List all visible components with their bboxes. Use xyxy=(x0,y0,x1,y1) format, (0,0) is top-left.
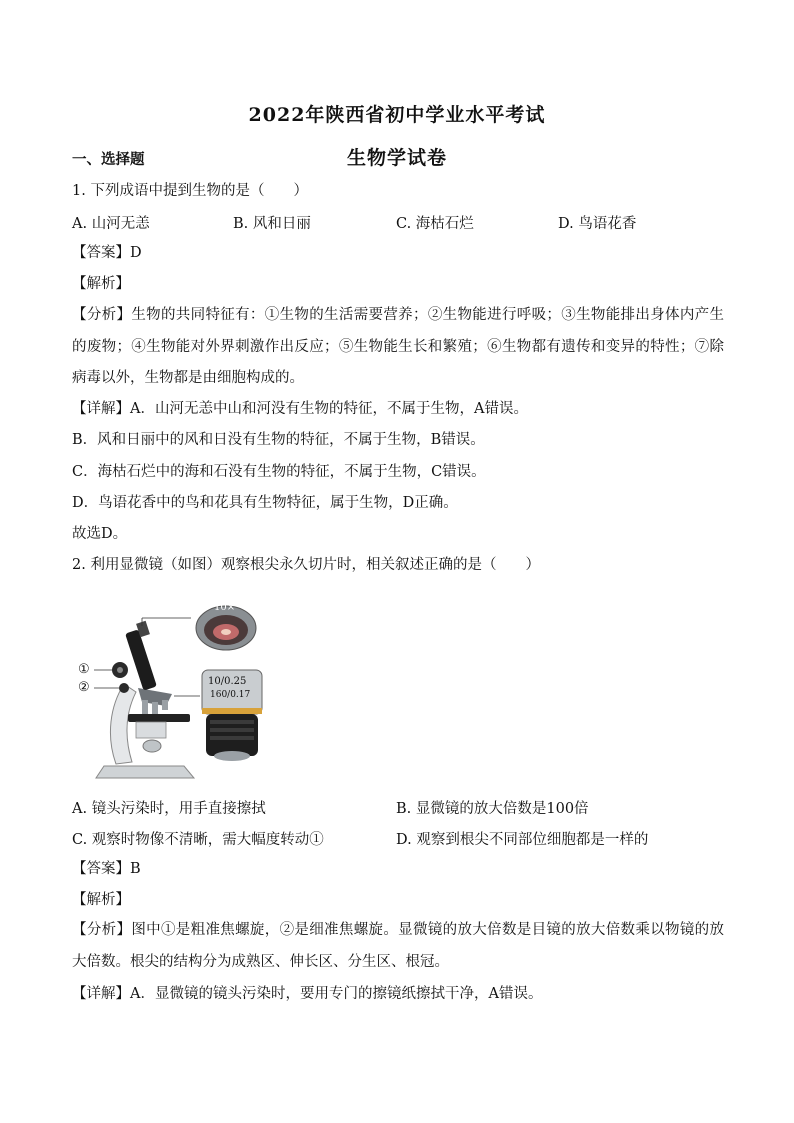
q2-detail-a xyxy=(72,984,732,1004)
q1-detail-a-text: A．山河无恙中山和河没有生物的特征，不属于生物，A错误。 xyxy=(130,401,528,417)
q1-stem: 1. 下列成语中提到生物的是（ ） xyxy=(72,183,308,199)
objective-label-2: 160/0.17 xyxy=(210,690,251,700)
q2-detail-a-text: A．显微镜的镜头污染时，要用专门的擦镜纸擦拭干净，A错误。 xyxy=(130,986,543,1002)
q2-stem: 2. 利用显微镜（如图）观察根尖永久切片时，相关叙述正确的是（ ） xyxy=(72,557,540,573)
q1-fenxi-tag: 【分析】 xyxy=(72,307,132,323)
q2-detail-tag: 【详解】 xyxy=(72,986,130,1002)
q1-conclusion: 故选D。 xyxy=(72,526,128,542)
q1-detail-a xyxy=(72,399,732,419)
objective-label-1: 10/0.25 xyxy=(208,676,247,687)
q1-answer: 【答案】D xyxy=(72,245,142,261)
q1-detail-tag: 【详解】 xyxy=(72,401,130,417)
q1-analysis-heading: 【解析】 xyxy=(72,276,130,292)
microscope-figure xyxy=(76,596,271,791)
q1-option-d: D. 鸟语花香 xyxy=(558,216,637,232)
q1-detail-c: C．海枯石烂中的海和石没有生物的特征，不属于生物，C错误。 xyxy=(72,464,486,480)
q1-option-b: B. 风和日丽 xyxy=(233,216,311,232)
q2-fenxi-tag: 【分析】 xyxy=(72,922,132,938)
page-subtitle: 生物学试卷 xyxy=(346,147,447,169)
q1-detail-b: B．风和日丽中的风和日没有生物的特征，不属于生物，B错误。 xyxy=(72,432,485,448)
marker-1-label: ① xyxy=(78,662,90,677)
q2-option-b: B. 显微镜的放大倍数是100倍 xyxy=(396,801,589,817)
section-heading: 一、选择题 xyxy=(72,151,145,168)
page-title: 2022年陕西省初中学业水平考试 xyxy=(248,104,546,126)
marker-2-label: ② xyxy=(78,680,90,695)
q2-fenxi-text: 图中①是粗准焦螺旋，②是细准焦螺旋。显微镜的放大倍数是目镜的放大倍数乘以物镜的放大倍数。根尖的结构分为成熟区、伸长区、分生区、根冠。 xyxy=(72,922,725,970)
q1-option-c: C. 海枯石烂 xyxy=(396,216,474,232)
q2-option-c: C. 观察时物像不清晰，需大幅度转动① xyxy=(72,832,324,848)
q1-detail-d: D．鸟语花香中的鸟和花具有生物特征，属于生物，D正确。 xyxy=(72,495,458,511)
q1-fenxi-text: 生物的共同特征有：①生物的生活需要营养；②生物能进行呼吸；③生物能排出身体内产生的废物；④生物能对外界刺激作出反应；⑤生物能生长和繁殖；⑥生物都有遗传和变异的特性；⑦除病毒以外，生物都是由细胞构成的。 xyxy=(72,307,725,386)
q2-option-d: D. 观察到根尖不同部位细胞都是一样的 xyxy=(396,832,649,848)
eyepiece-label: 10× xyxy=(214,602,236,613)
q2-analysis-paragraph xyxy=(72,915,724,978)
q2-analysis-heading: 【解析】 xyxy=(72,892,130,908)
q1-analysis-paragraph xyxy=(72,300,724,395)
q2-option-a: A. 镜头污染时，用手直接擦拭 xyxy=(72,801,266,817)
q1-option-a: A. 山河无恙 xyxy=(72,216,150,232)
q2-answer: 【答案】B xyxy=(72,861,141,877)
